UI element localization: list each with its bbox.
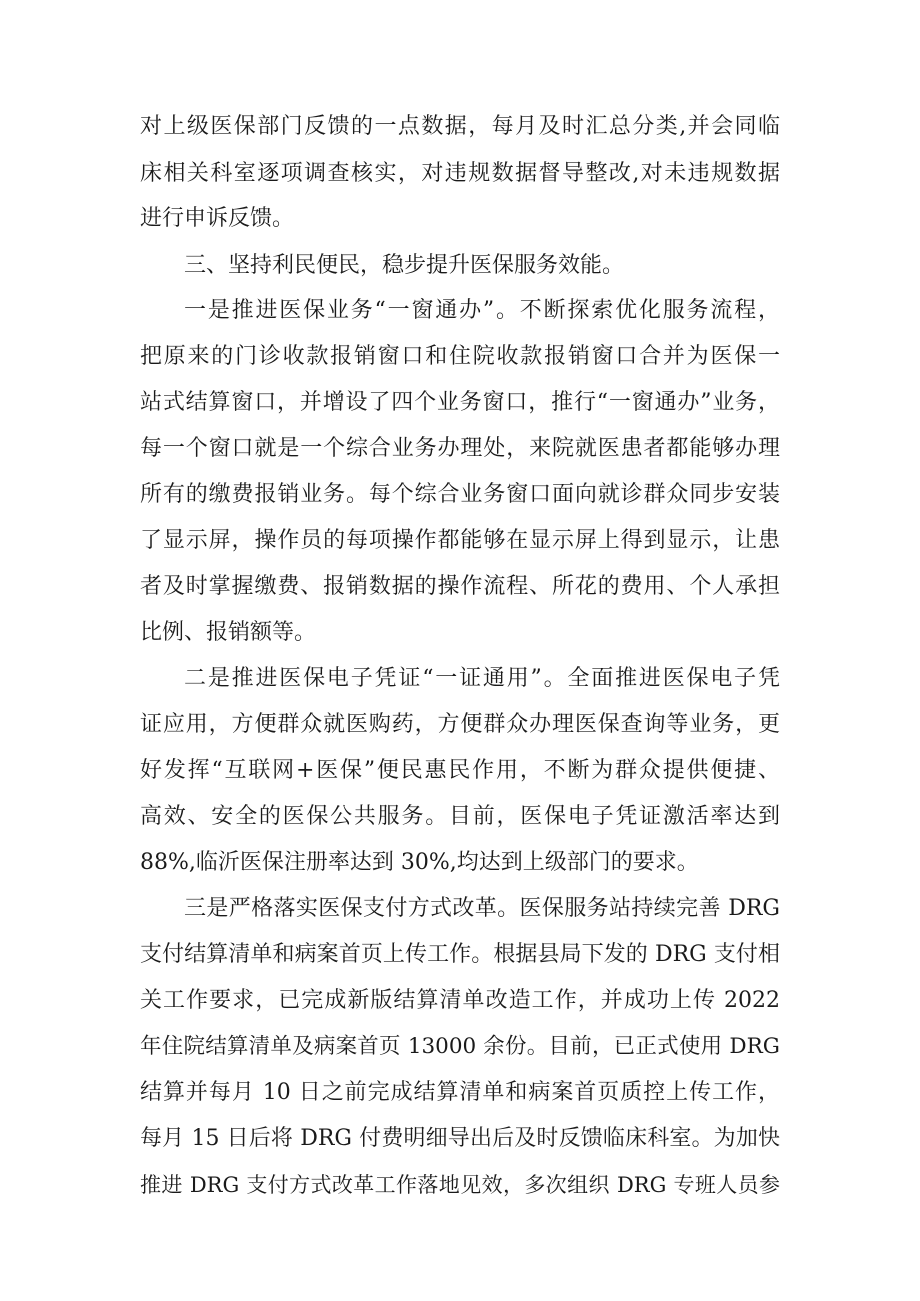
paragraph-line: 高效、安全的医保公共服务。目前，医保电子凭证激活率达到 [140,804,780,829]
section-heading: 三、坚持利民便民，稳步提升医保服务效能。 [184,253,625,278]
paragraph-line: 每月 15 日后将 DRG 付费明细导出后及时反馈临床科室。为加快 [140,1126,780,1151]
paragraph-line: 站式结算窗口，并增设了四个业务窗口，推行“一窗通办”业务， [140,390,780,415]
paragraph-line: 88%,临沂医保注册率达到 30%,均达到上级部门的要求。 [140,850,699,875]
paragraph-line: 推进 DRG 支付方式改革工作落地见效，多次组织 DRG 专班人员参 [140,1173,780,1197]
paragraph-line: 对上级医保部门反馈的一点数据，每月及时汇总分类,并会同临 [140,114,780,139]
paragraph-line: 关工作要求，已完成新版结算清单改造工作，并成功上传 2022 [140,988,780,1013]
paragraph-line: 把原来的门诊收款报销窗口和住院收款报销窗口合并为医保一 [140,344,780,369]
paragraph-line: 支付结算清单和病案首页上传工作。根据县局下发的 DRG 支付相 [140,942,780,967]
paragraph-line: 所有的缴费报销业务。每个综合业务窗口面向就诊群众同步安装 [140,482,780,507]
paragraph-line: 证应用，方便群众就医购药，方便群众办理医保查询等业务，更 [140,712,780,737]
paragraph-line: 年住院结算清单及病案首页 13000 余份。目前，已正式使用 DRG [140,1034,780,1059]
paragraph-line: 三是严格落实医保支付方式改革。医保服务站持续完善 DRG [184,896,780,921]
paragraph-line: 结算并每月 10 日之前完成结算清单和病案首页质控上传工作， [140,1080,780,1105]
paragraph-line: 了显示屏，操作员的每项操作都能够在显示屏上得到显示，让患 [140,528,780,553]
paragraph-line: 比例、报销额等。 [140,620,317,645]
paragraph-line: 二是推进医保电子凭证“一证通用”。全面推进医保电子凭 [184,666,780,691]
paragraph-line: 一是推进医保业务“一窗通办”。不断探索优化服务流程， [184,298,780,323]
paragraph-line: 好发挥“互联网+医保”便民惠民作用，不断为群众提供便捷、 [140,758,780,783]
paragraph-line: 者及时掌握缴费、报销数据的操作流程、所花的费用、个人承担 [140,574,780,599]
paragraph-line: 床相关科室逐项调查核实，对违规数据督导整改,对未违规数据 [140,161,780,186]
paragraph-line: 进行申诉反馈。 [140,206,295,231]
paragraph-line: 每一个窗口就是一个综合业务办理处，来院就医患者都能够办理 [140,436,780,461]
